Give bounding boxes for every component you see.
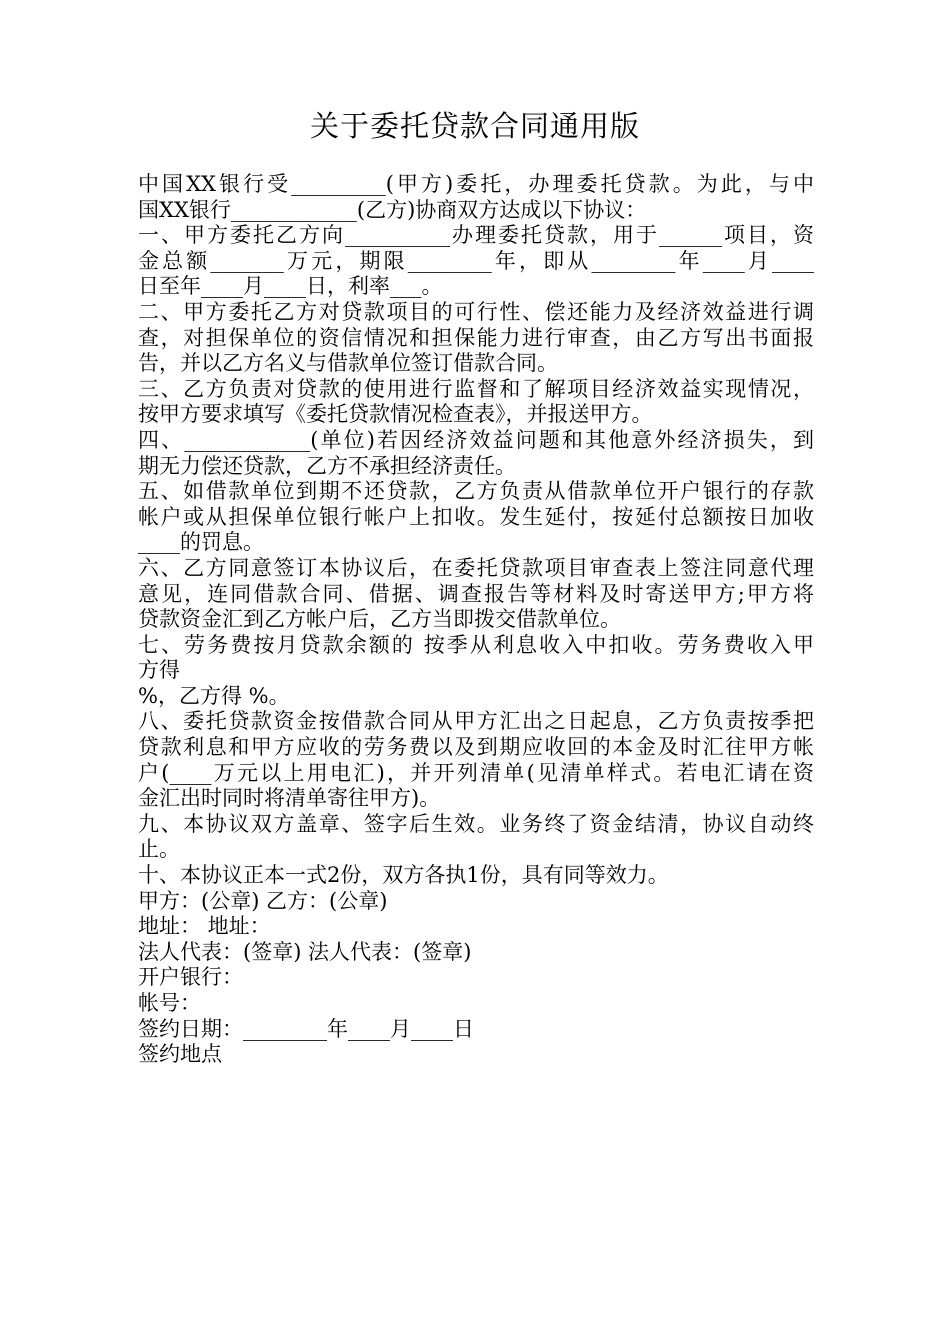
document-line: 九、本协议双方盖章、签字后生效。业务终了资金结清，协议自动终 bbox=[138, 811, 814, 836]
document-line: 中国XX银行受_________(甲方)委托，办理委托贷款。为此，与中 bbox=[138, 172, 814, 196]
document-line: 方得 bbox=[138, 658, 180, 683]
document-line: 六、乙方同意签订本协议后，在委托贷款项目审查表上签注同意代理 bbox=[138, 555, 814, 580]
document-line: 五、如借款单位到期不还贷款，乙方负责从借款单位开户银行的存款 bbox=[138, 479, 814, 504]
document-line: 二、甲方委托乙方对贷款项目的可行性、偿还能力及经济效益进行调 bbox=[138, 299, 814, 324]
document-line: 金总额_______万元，期限________年，即从________年____月____ bbox=[138, 248, 814, 273]
document-line: 签约地点 bbox=[138, 1042, 222, 1067]
document-line: 开户银行： bbox=[138, 965, 243, 990]
document-line: 日至年____月____日，利率___。 bbox=[138, 274, 443, 299]
document-line: 帐户或从担保单位银行帐户上扣收。发生延付，按延付总额按日加收 bbox=[138, 504, 814, 529]
document-line: 八、委托贷款资金按借款合同从甲方汇出之日起息，乙方负责按季把 bbox=[138, 709, 814, 734]
document-line: 法人代表：(签章) 法人代表：(签章) bbox=[138, 939, 472, 964]
document-line: %，乙方得 %。 bbox=[138, 683, 290, 708]
document-title: 关于委托贷款合同通用版 bbox=[309, 109, 640, 143]
document-line: 按甲方要求填写《委托贷款情况检查表》，并报送甲方。 bbox=[138, 402, 653, 427]
document-line: 七、劳务费按月贷款余额的 按季从利息收入中扣收。劳务费收入甲 bbox=[138, 632, 814, 657]
document-line: 止。 bbox=[138, 837, 180, 862]
document-line: 四、____________(单位)若因经济效益问题和其他意外经济损失，到 bbox=[138, 427, 814, 452]
document-line: 地址： 地址： bbox=[138, 914, 271, 939]
document-line: 一、甲方委托乙方向__________办理委托贷款，用于______项目，资 bbox=[138, 223, 814, 248]
document-line: 意见，连同借款合同、借据、调查报告等材料及时寄送甲方;甲方将 bbox=[138, 581, 814, 606]
document-line: 贷款资金汇到乙方帐户后，乙方当即拨交借款单位。 bbox=[138, 607, 621, 632]
document-line: 三、乙方负责对贷款的使用进行监督和了解项目经济效益实现情况， bbox=[138, 376, 814, 401]
document-line: 贷款利息和甲方应收的劳务费以及到期应收回的本金及时汇往甲方帐 bbox=[138, 735, 814, 760]
document-line: 金汇出时同时将清单寄往甲方)。 bbox=[138, 786, 441, 811]
document-body bbox=[138, 172, 814, 1068]
document-line: 告，并以乙方名义与借款单位签订借款合同。 bbox=[138, 351, 558, 376]
document-line: 查，对担保单位的资信情况和担保能力进行审查，由乙方写出书面报 bbox=[138, 325, 814, 350]
document-line: 户(____万元以上用电汇)，并开列清单(见清单样式。若电汇请在资 bbox=[138, 760, 814, 785]
document-line: 甲方：(公章) 乙方：(公章) bbox=[138, 888, 388, 913]
document-line: 签约日期：________年____月____日 bbox=[138, 1016, 474, 1041]
document-line: 帐号： bbox=[138, 991, 201, 1015]
document-line: 国XX银行____________(乙方)协商双方达成以下协议： bbox=[138, 197, 647, 222]
document-line: ____的罚息。 bbox=[138, 530, 264, 555]
document-line: 十、本协议正本一式2份，双方各执1份，具有同等效力。 bbox=[138, 863, 669, 888]
document-line: 期无力偿还贷款，乙方不承担经济责任。 bbox=[138, 453, 516, 478]
